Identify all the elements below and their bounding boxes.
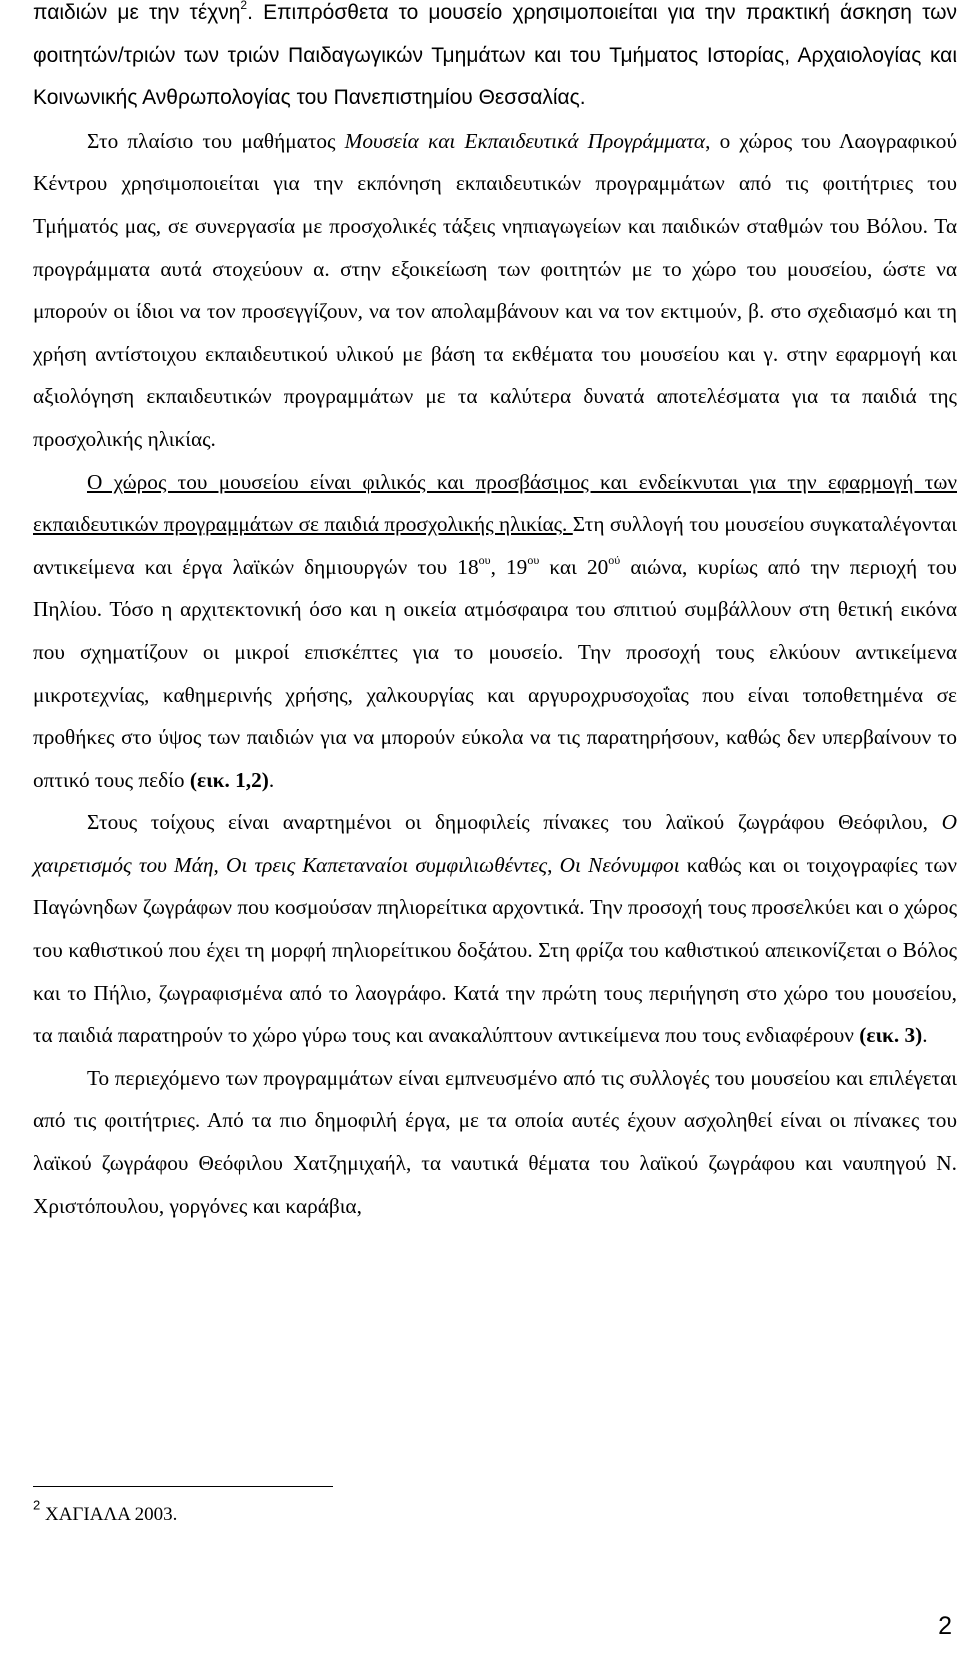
ordinal-suffix: ού: [608, 552, 621, 567]
footnote-text: ΧΑΓΙΑΛΑ 2003.: [40, 1504, 178, 1525]
paragraph-continuation: [33, 0, 957, 120]
paragraph-museum-space: [33, 461, 957, 802]
paragraph-program-content: [33, 1057, 957, 1227]
figure-reference: (εικ. 3): [859, 1023, 923, 1048]
artwork-title: Οι Νεόνυμφοι: [559, 852, 680, 877]
text-run: παιδιών με την τέχνη: [33, 1, 241, 24]
text-run: Στους τοίχους είναι αναρτημένοι οι δημοφιλείς πίνακες του λαϊκού ζωγράφου Θεόφιλου,: [87, 810, 942, 835]
artwork-title: Ο χαιρετισμός του Μάη: [33, 810, 957, 877]
page-number: 2: [938, 1612, 952, 1640]
paragraph-paintings: [33, 801, 957, 1057]
text-run: Στη συλλογή του μουσείου συγκαταλέγονται αντικείμενα και έργα λαϊκών δημιουργών του 18: [33, 512, 957, 579]
course-title: Μουσεία και Εκπαιδευτικά Προγράμματα: [344, 128, 706, 153]
text-run: .: [268, 767, 275, 792]
text-run: καθώς και οι τοιχογραφίες των Παγώνηδων ζωγράφων που κοσμούσαν πηλιορείτικα αρχοντικά. Την προσοχή τους προσελκύει και ο χώρος του καθιστικού που έχει τη μορφή πηλιορείτικου δοξάτου. Στη φρίζα του καθιστικού απεικονίζεται ο Βόλος και το Πήλιο, ζωγραφισμένα από το λαογράφο. Κατά την πρώτη τους περιήγηση στο χώρο του μουσείου, τα παιδιά παρατηρούν το χώρο γύρω τους και ανακαλύπτουν αντικείμενα που τους ενδιαφέρουν: [33, 852, 957, 1048]
text-run: και 20: [539, 554, 609, 579]
text-run: Το περιεχόμενο των προγραμμάτων είναι εμπνευσμένο από τις συλλογές του μουσείου και επιλέγεται από τις φοιτήτριες. Από τα πιο δημοφιλή έργα, με τα οποία αυτές έχουν ασχοληθεί είναι οι πίνακες του λαϊκού ζωγράφου Θεόφιλου Χατζημιχαήλ, τα ναυτικά θέματα του λαϊκού ζωγράφου και ναυπηγού Ν. Χριστόπουλου, γοργόνες και καράβια,: [33, 1065, 957, 1218]
footnote-separator: [33, 1486, 333, 1487]
footnote-reference[interactable]: 2: [240, 0, 248, 12]
text-run: .: [922, 1023, 928, 1048]
text-run: ,: [547, 852, 560, 877]
artwork-title: Οι τρεις Καπεταναίοι συμφιλιωθέντες: [226, 852, 548, 877]
text-run: , 19: [490, 554, 528, 579]
ordinal-suffix: ου: [478, 552, 491, 567]
text-run: ,: [213, 852, 227, 877]
figure-reference: (εικ. 1,2): [189, 767, 269, 792]
text-run: . Επιπρόσθετα το μουσείο χρησιμοποιείται για την πρακτική άσκηση των φοιτητών/τριών των τριών Παιδαγωγικών Τμημάτων και του Τμήματος Ιστορίας, Αρχαιολογίας και Κοινωνικής Ανθρωπολογίας του Πανεπιστημίου Θεσσαλίας.: [33, 1, 957, 110]
text-run: , ο χώρος του Λαογραφικού Κέντρου χρησιμοποιείται για την εκπόνηση εκπαιδευτικών προγραμμάτων από τις φοιτήτριες του Τμήματός μας, σε συνεργασία με προσχολικές τάξεις νηπιαγωγείων και παιδικών σταθμών του Βόλου. Τα προγράμματα αυτά στοχεύουν α. στην εξοικείωση των φοιτητών με το χώρο του μουσείου, ώστε να μπορούν οι ίδιοι να τον προσεγγίζουν, να τον απολαμβάνουν και να τον εκτιμούν, β. στο σχεδιασμό και τη χρήση αντίστοιχου εκπαιδευτικού υλικού με βάση τα εκθέματα του μουσείου και γ. στην εφαρμογή και αξιολόγηση εκπαιδευτικών προγραμμάτων με τα καλύτερα δυνατά αποτελέσματα για τα παιδιά της προσχολικής ηλικίας.: [33, 128, 957, 451]
footnote-mark: 2: [33, 1497, 41, 1513]
document-page: [33, 0, 957, 1227]
footnote: [33, 1497, 178, 1528]
underlined-sentence: Ο χώρος του μουσείου είναι φιλικός και προσβάσιμος και ενδείκνυται για την εφαρμογή των εκπαιδευτικών προγραμμάτων σε παιδιά προσχολικής ηλικίας.: [33, 469, 957, 537]
text-run: αιώνα, κυρίως από την περιοχή του Πηλίου. Τόσο η αρχιτεκτονική όσο και η οικεία ατμόσφαιρα του σπιτιού συμβάλλουν στη θετική εικόνα που σχηματίζουν οι μικροί επισκέπτες για το μουσείο. Την προσοχή τους ελκύουν αντικείμενα μικροτεχνίας, καθημερινής χρήσης, χαλκουργίας και αργυροχρυσοχοΐας που είναι τοποθετημένα σε προθήκες στο ύψος των παιδιών για να μπορούν εύκολα να τις παρατηρήσουν, καθώς δεν υπερβαίνουν το οπτικό τους πεδίο: [33, 554, 957, 792]
ordinal-suffix: ου: [527, 552, 540, 567]
paragraph-course: [33, 120, 957, 461]
text-run: Στο πλαίσιο του μαθήματος: [87, 128, 345, 153]
